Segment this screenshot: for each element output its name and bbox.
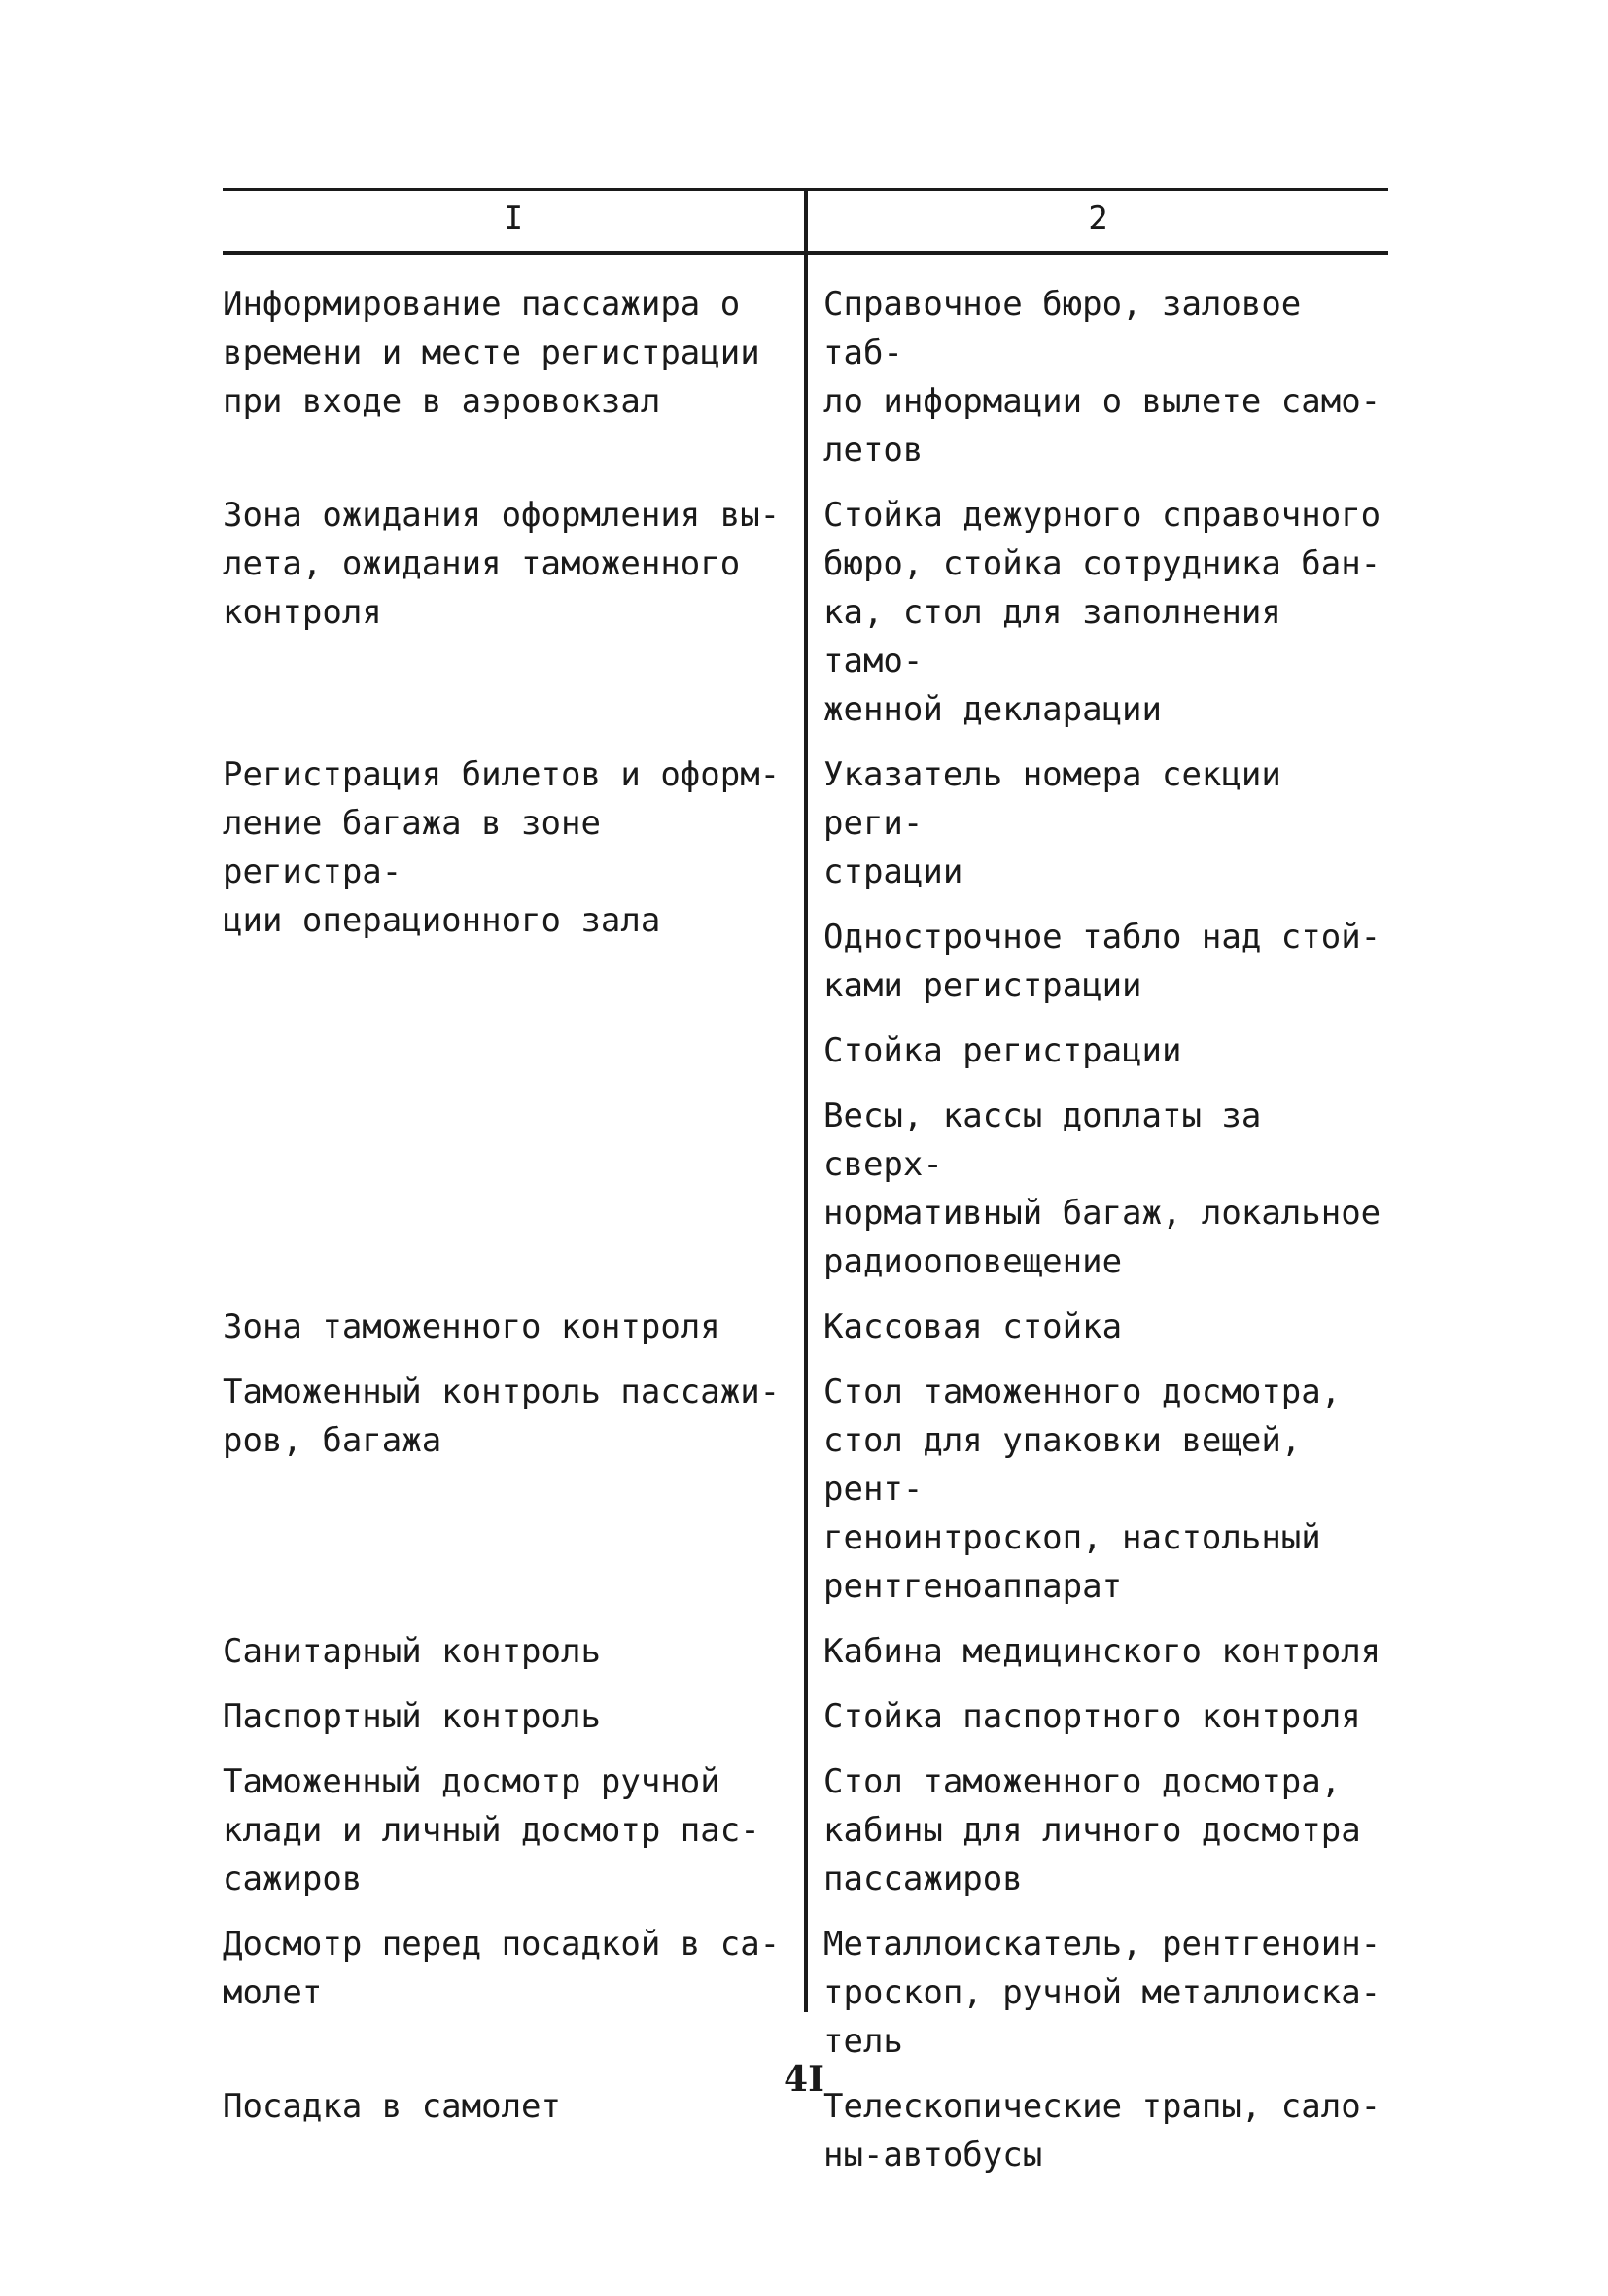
page-number: 4I (784, 2059, 824, 2100)
stage-cell (223, 1757, 804, 1903)
column-header-1: I (503, 199, 524, 238)
stage-cell (223, 280, 804, 474)
stage-text: Санитарный контроль (223, 1632, 601, 1671)
equipment-item: Телескопические трапы, сало- ны-автобусы (823, 2087, 1381, 2174)
stage-cell (223, 1692, 804, 1741)
equipment-cell (804, 1692, 1388, 1741)
table-row (223, 491, 1388, 734)
equipment-item: Металлоискатель, рентгеноин- троскоп, ручной металлоиска- тель (823, 1925, 1381, 2061)
equipment-cell (804, 491, 1388, 734)
equipment-item: Стойка регистрации (823, 1031, 1182, 1070)
equipment-cell (804, 1757, 1388, 1903)
equipment-item: Стойка паспортного контроля (823, 1697, 1361, 1736)
stage-text: Таможенный контроль пассажи- ров, багажа (223, 1373, 781, 1460)
table-row (223, 1368, 1388, 1611)
stage-text: Досмотр перед посадкой в са- молет (223, 1925, 781, 2012)
stage-cell (223, 491, 804, 734)
equipment-cell (804, 1920, 1388, 2066)
stage-text: Паспортный контроль (223, 1697, 601, 1736)
stage-cell (223, 750, 804, 1286)
equipment-item: Стойка дежурного справочного бюро, стойка сотрудника бан- ка, стол для заполнения тамо- женной декларации (823, 496, 1381, 729)
equipment-cell (804, 1368, 1388, 1611)
equipment-item: Стол таможенного досмотра, кабины для личного досмотра пассажиров (823, 1762, 1361, 1898)
stage-text: Посадка в самолет (223, 2087, 561, 2126)
table-row (223, 1627, 1388, 1676)
stage-cell (223, 1368, 804, 1611)
equipment-item: Однострочное табло над стой- ками регистрации (823, 918, 1381, 1005)
equipment-item: Кабина медицинского контроля (823, 1632, 1381, 1671)
equipment-item: Весы, кассы доплаты за сверх- нормативный багаж, локальное радиооповещение (823, 1096, 1381, 1281)
stage-cell (223, 1303, 804, 1351)
equipment-cell (804, 1303, 1388, 1351)
equipment-cell (804, 750, 1388, 1286)
table-row (223, 1920, 1388, 2066)
table-row (223, 1303, 1388, 1351)
equipment-item: Справочное бюро, заловое таб- ло информации о вылете само- летов (823, 285, 1381, 470)
table-body (223, 280, 1388, 2179)
stage-text: Зона ожидания оформления вы- лета, ожидания таможенного контроля (223, 496, 781, 632)
table-row (223, 750, 1388, 1286)
table-row (223, 1692, 1388, 1741)
stage-cell (223, 1627, 804, 1676)
stage-text: Таможенный досмотр ручной клади и личный досмотр пас- сажиров (223, 1762, 760, 1898)
table-row (223, 1757, 1388, 1903)
equipment-item: Стол таможенного досмотра, стол для упаковки вещей, рент- геноинтроскоп, настольный рентгеноаппарат (823, 1373, 1342, 1606)
stage-text: Регистрация билетов и оформ- ление багажа в зоне регистра- ции операционного зала (223, 755, 781, 940)
column-header-2: 2 (1088, 199, 1108, 238)
equipment-cell (804, 1627, 1388, 1676)
equipment-cell (804, 280, 1388, 474)
equipment-item: Указатель номера секции реги- страции (823, 755, 1281, 891)
table-row (223, 280, 1388, 474)
stage-cell (223, 1920, 804, 2066)
equipment-item: Кассовая стойка (823, 1307, 1123, 1346)
stage-text: Зона таможенного контроля (223, 1307, 720, 1346)
stage-text: Информирование пассажира о времени и месте регистрации при входе в аэровокзал (223, 285, 760, 421)
